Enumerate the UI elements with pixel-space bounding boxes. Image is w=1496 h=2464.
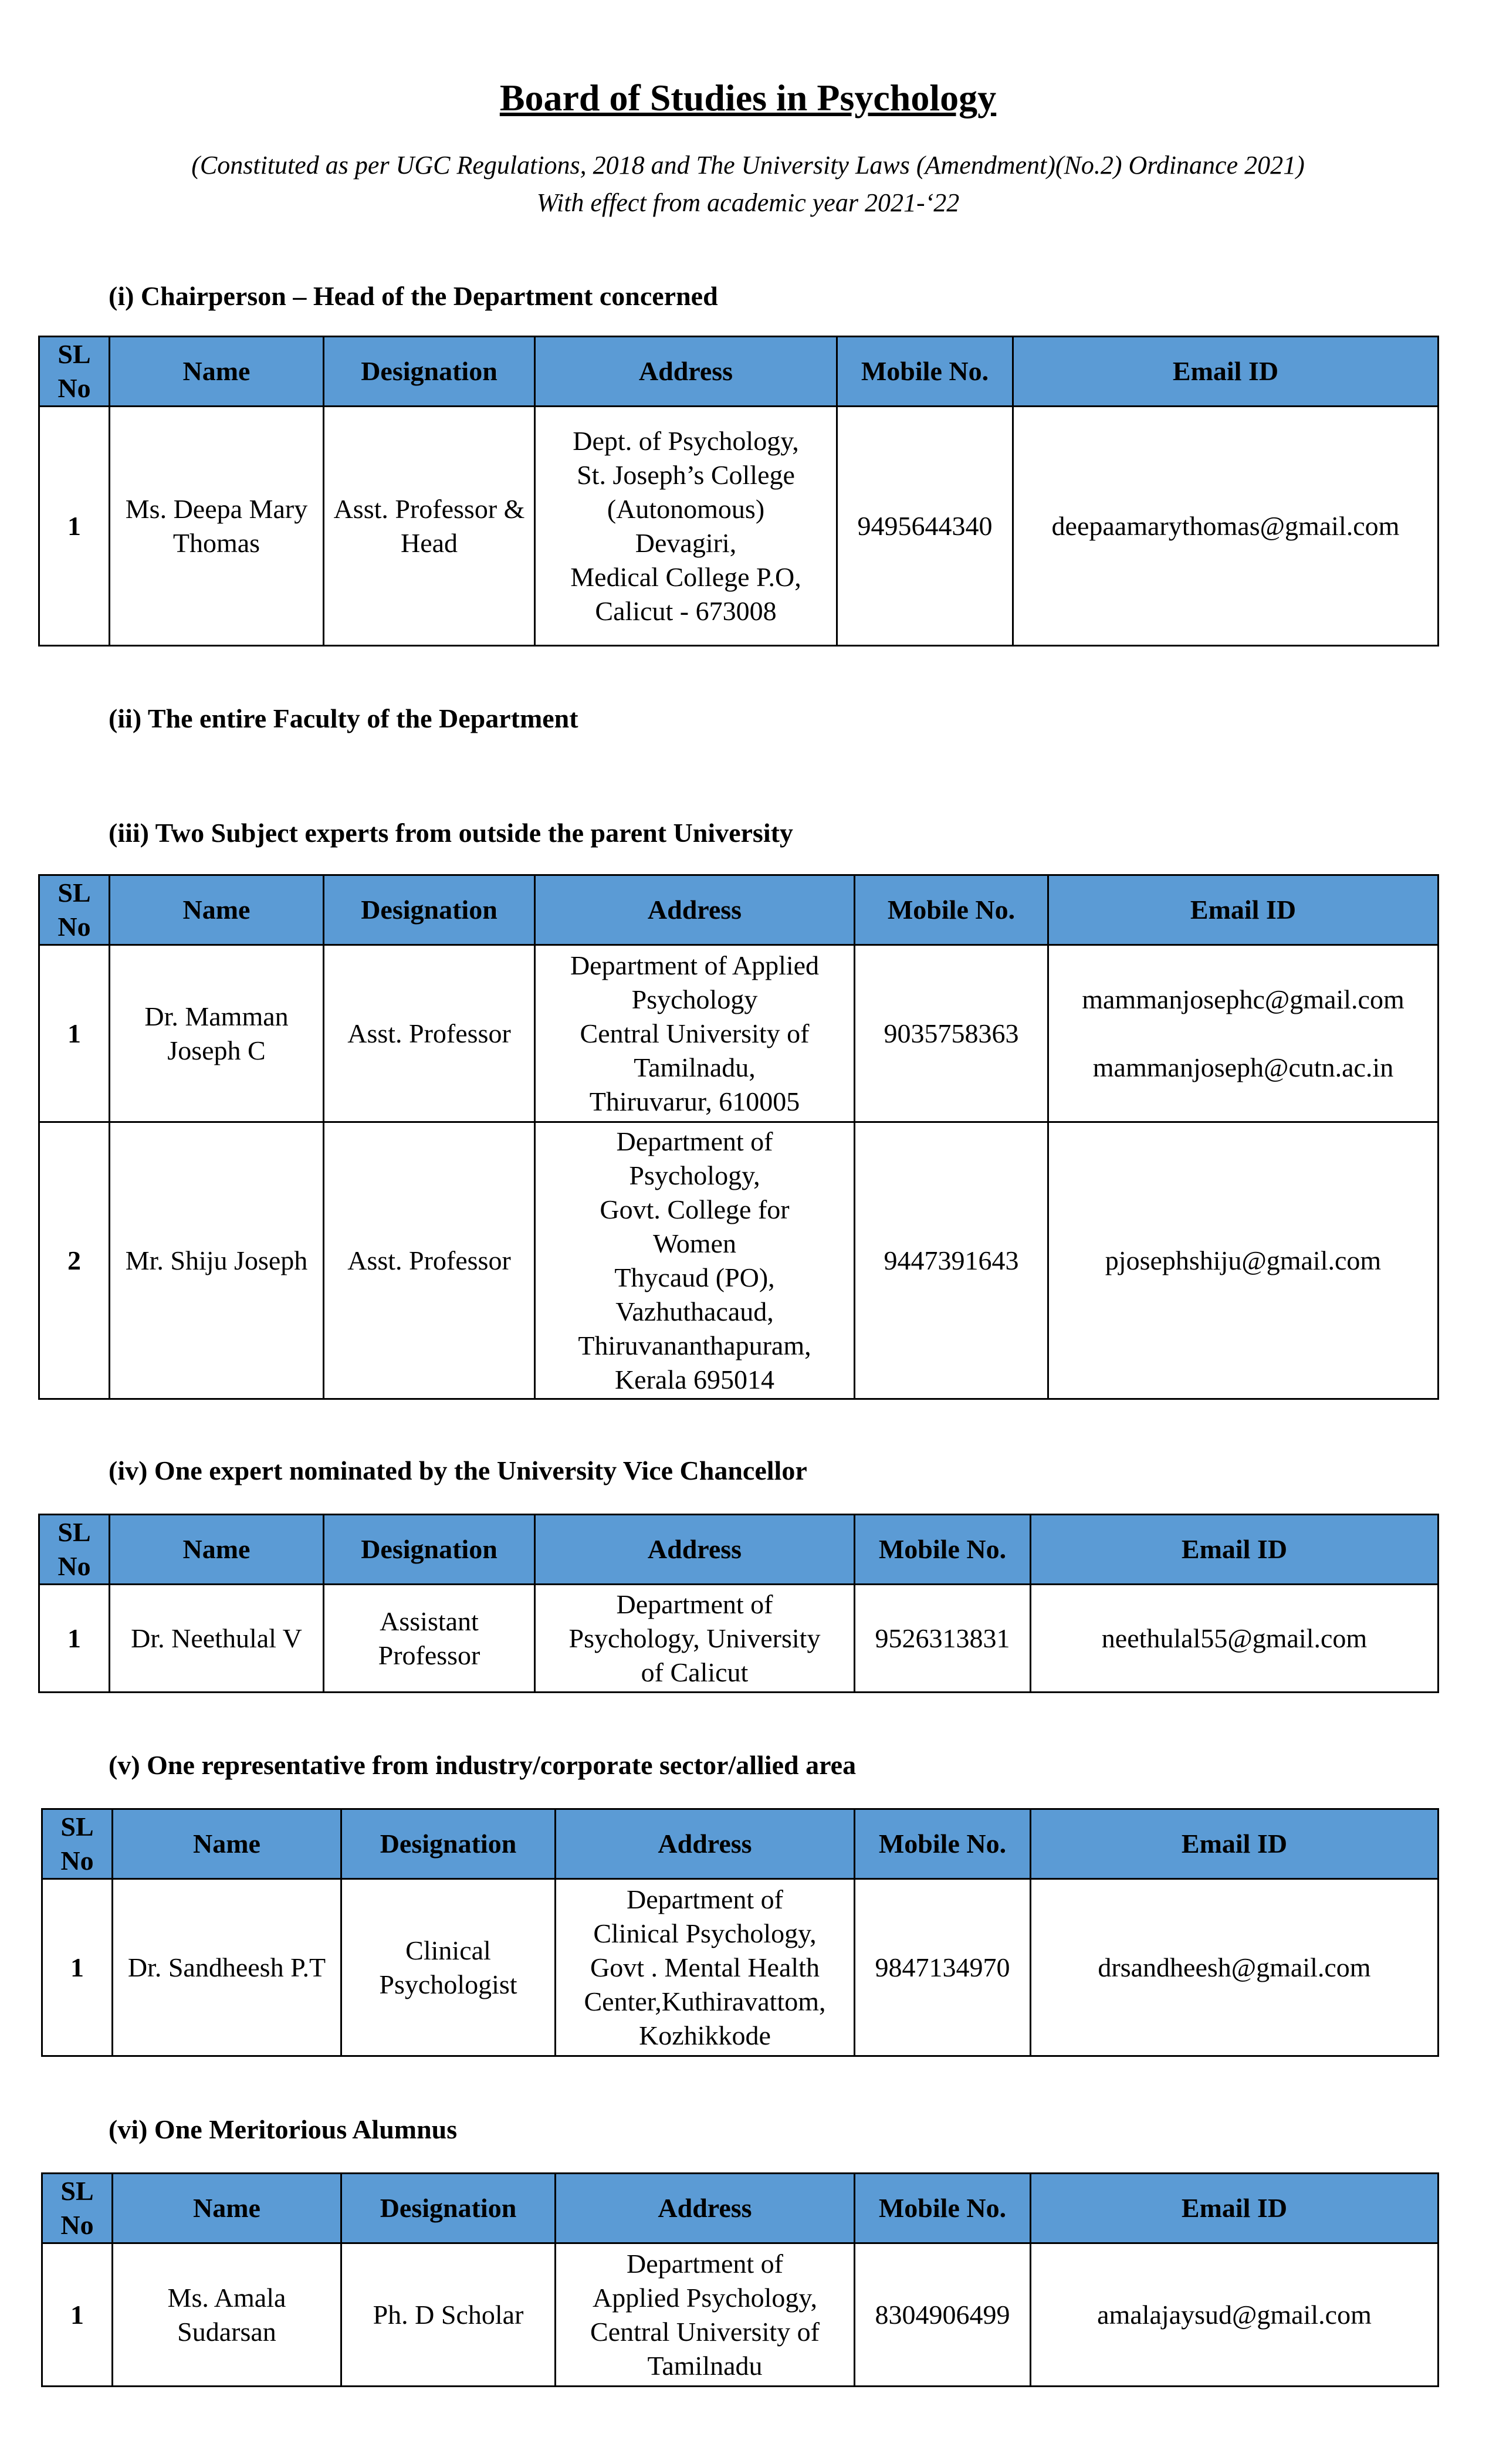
row-email: neethulal55@gmail.com: [1031, 1585, 1439, 1693]
row-designation: Asst. Professor: [324, 1122, 535, 1399]
row-mobile: 9035758363: [855, 945, 1048, 1122]
row-name: Ms. Amala Sudarsan: [113, 2243, 341, 2387]
row-designation: Asst. Professor: [324, 945, 535, 1122]
row-sl: 1: [39, 407, 110, 646]
subject-experts-table: [38, 874, 1439, 1400]
header-sl: SL No: [42, 1809, 113, 1879]
header-address: Address: [556, 1809, 855, 1879]
header-address: Address: [535, 875, 855, 945]
header-mobile: Mobile No.: [855, 1809, 1031, 1879]
header-designation: Designation: [341, 1809, 556, 1879]
row-address: Department of Applied Psychology Central University of Tamilnadu, Thiruvarur, 610005: [535, 945, 855, 1122]
row-sl: 1: [42, 2243, 113, 2387]
row-designation: Asst. Professor & Head: [324, 407, 535, 646]
row-address: Department of Psychology, University of Calicut: [535, 1585, 855, 1693]
header-sl: SL No: [42, 2174, 113, 2243]
row-name: Mr. Shiju Joseph: [110, 1122, 324, 1399]
header-address: Address: [556, 2174, 855, 2243]
section-heading-vc-nominee: (iv) One expert nominated by the University Vice Chancellor: [109, 1456, 807, 1485]
table-row: [39, 945, 1439, 1122]
table-row: [39, 1585, 1439, 1693]
table-row: [42, 2243, 1439, 2387]
header-mobile: Mobile No.: [855, 875, 1048, 945]
table-header-row: [39, 875, 1439, 945]
row-address: Department of Psychology, Govt. College for Women Thycaud (PO), Vazhuthacaud, Thiruvananthapuram, Kerala 695014: [535, 1122, 855, 1399]
header-name: Name: [110, 337, 324, 407]
section-heading-chairperson: (i) Chairperson – Head of the Department concerned: [109, 281, 718, 311]
row-mobile: 9495644340: [837, 407, 1013, 646]
header-name: Name: [113, 2174, 341, 2243]
header-email: Email ID: [1048, 875, 1439, 945]
row-email: drsandheesh@gmail.com: [1031, 1879, 1439, 2056]
row-mobile: 8304906499: [855, 2243, 1031, 2387]
header-address: Address: [535, 337, 837, 407]
section-heading-alumnus: (vi) One Meritorious Alumnus: [109, 2114, 458, 2144]
table-header-row: [42, 1809, 1439, 1879]
row-designation: Clinical Psychologist: [341, 1879, 556, 2056]
row-address: Department of Clinical Psychology, Govt . Mental Health Center,Kuthiravattom, Kozhikkode: [556, 1879, 855, 2056]
header-address: Address: [535, 1515, 855, 1585]
row-name: Dr. Neethulal V: [110, 1585, 324, 1693]
row-name: Dr. Sandheesh P.T: [113, 1879, 341, 2056]
header-email: Email ID: [1031, 1515, 1439, 1585]
table-row: [39, 1122, 1439, 1399]
header-sl: SL No: [39, 1515, 110, 1585]
row-designation: Ph. D Scholar: [341, 2243, 556, 2387]
header-sl: SL No: [39, 875, 110, 945]
industry-rep-table: [41, 1808, 1439, 2057]
page-title: Board of Studies in Psychology: [499, 77, 997, 119]
section-heading-faculty: (ii) The entire Faculty of the Department: [109, 703, 578, 733]
table-header-row: [39, 1515, 1439, 1585]
row-address: Dept. of Psychology, St. Joseph’s College (Autonomous) Devagiri, Medical College P.O, Calicut - 673008: [535, 407, 837, 646]
page-subtitle: [0, 147, 1496, 222]
header-designation: Designation: [324, 1515, 535, 1585]
row-sl: 1: [39, 945, 110, 1122]
row-mobile: 9447391643: [855, 1122, 1048, 1399]
table-row: [39, 407, 1439, 646]
header-sl: SL No: [39, 337, 110, 407]
row-sl: 1: [42, 1879, 113, 2056]
row-sl: 2: [39, 1122, 110, 1399]
header-mobile: Mobile No.: [855, 2174, 1031, 2243]
row-name: Ms. Deepa Mary Thomas: [110, 407, 324, 646]
chairperson-table: [38, 336, 1439, 647]
row-email: mammanjosephc@gmail.com mammanjoseph@cutn.ac.in: [1048, 945, 1439, 1122]
header-designation: Designation: [324, 875, 535, 945]
row-email: pjosephshiju@gmail.com: [1048, 1122, 1439, 1399]
row-address: Department of Applied Psychology, Central University of Tamilnadu: [556, 2243, 855, 2387]
vc-nominee-table: [38, 1514, 1439, 1693]
table-header-row: [42, 2174, 1439, 2243]
row-name: Dr. Mamman Joseph C: [110, 945, 324, 1122]
header-mobile: Mobile No.: [837, 337, 1013, 407]
section-heading-subject-experts: (iii) Two Subject experts from outside the parent University: [109, 818, 793, 848]
table-header-row: [39, 337, 1439, 407]
header-designation: Designation: [341, 2174, 556, 2243]
subtitle-line-2: With effect from academic year 2021-‘22: [536, 188, 960, 217]
row-designation: Assistant Professor: [324, 1585, 535, 1693]
row-email: deepaamarythomas@gmail.com: [1013, 407, 1439, 646]
header-name: Name: [110, 875, 324, 945]
header-name: Name: [110, 1515, 324, 1585]
row-mobile: 9526313831: [855, 1585, 1031, 1693]
row-mobile: 9847134970: [855, 1879, 1031, 2056]
header-name: Name: [113, 1809, 341, 1879]
header-email: Email ID: [1013, 337, 1439, 407]
header-email: Email ID: [1031, 1809, 1439, 1879]
header-designation: Designation: [324, 337, 535, 407]
table-row: [42, 1879, 1439, 2056]
header-mobile: Mobile No.: [855, 1515, 1031, 1585]
header-email: Email ID: [1031, 2174, 1439, 2243]
row-sl: 1: [39, 1585, 110, 1693]
row-email: amalajaysud@gmail.com: [1031, 2243, 1439, 2387]
subtitle-line-1: (Constituted as per UGC Regulations, 2018 and The University Laws (Amendment)(No.2) Ordinance 2021): [191, 151, 1305, 180]
section-heading-industry-rep: (v) One representative from industry/corporate sector/allied area: [109, 1750, 857, 1780]
alumnus-table: [41, 2172, 1439, 2387]
